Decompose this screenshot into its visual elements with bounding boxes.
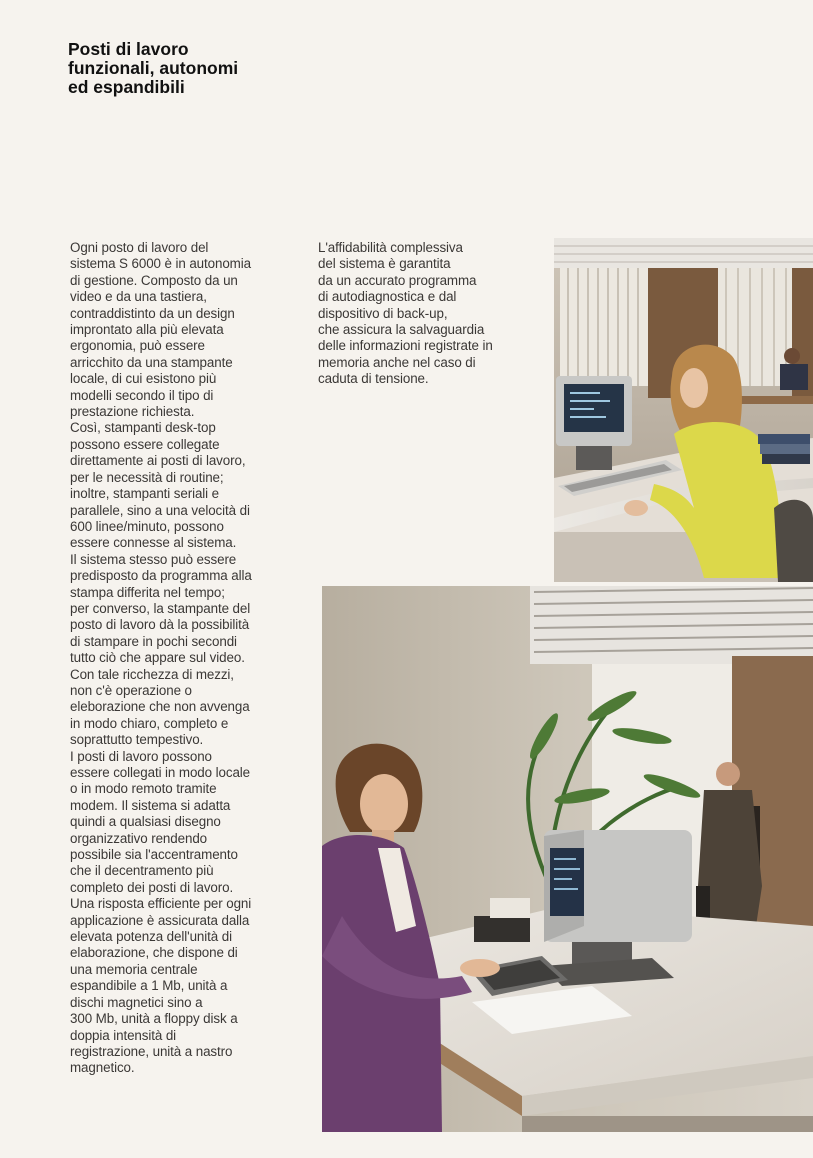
body-text-line: modem. Il sistema si adatta bbox=[70, 797, 231, 813]
body-text-line: possono essere collegate bbox=[70, 436, 220, 452]
body-text-line: video e da una tastiera, bbox=[70, 289, 207, 305]
body-text-line: memoria anche nel caso di bbox=[318, 354, 476, 370]
body-text-line: Una risposta efficiente per ogni bbox=[70, 896, 252, 912]
body-text-line: caduta di tensione. bbox=[318, 371, 429, 387]
body-text-line: elevata potenza dell'unità di bbox=[70, 929, 232, 945]
title-line: ed espandibili bbox=[68, 77, 185, 97]
body-text-line: una memoria centrale bbox=[70, 961, 198, 977]
body-text-line: contraddistinto da un design bbox=[70, 305, 235, 321]
body-text-line: improntato alla più elevata bbox=[70, 322, 224, 338]
body-text-line: stampa differita nel tempo; bbox=[70, 584, 225, 600]
body-text-line: da un accurato programma bbox=[318, 272, 477, 288]
body-text-line: essere connesse al sistema. bbox=[70, 535, 237, 551]
body-text-left bbox=[70, 240, 315, 1077]
body-text-line: per converso, la stampante del bbox=[70, 600, 251, 616]
body-text-line: del sistema è garantita bbox=[318, 256, 451, 272]
body-text-line: I posti di lavoro possono bbox=[70, 748, 212, 764]
body-text-line: che assicura la salvaguardia bbox=[318, 322, 485, 338]
body-text-line: di stampare in pochi secondi bbox=[70, 633, 237, 649]
body-text-line: parallele, sino a una velocità di bbox=[70, 502, 250, 518]
body-text-line: 300 Mb, unità a floppy disk a bbox=[70, 1011, 238, 1027]
title-line: Posti di lavoro bbox=[68, 39, 189, 59]
body-text-line: in modo chiaro, completo e bbox=[70, 715, 229, 731]
body-text-line: registrazione, unità a nastro bbox=[70, 1043, 233, 1059]
title-line: funzionali, autonomi bbox=[68, 58, 239, 78]
body-text-line: modelli secondo il tipo di bbox=[70, 387, 214, 403]
body-text-line: elaborazione, che dispone di bbox=[70, 945, 238, 961]
body-text-line: posto di lavoro dà la possibilità bbox=[70, 617, 250, 633]
body-text-line: tutto ciò che appare sul video. bbox=[70, 650, 245, 666]
body-text-line: 600 linee/minuto, possono bbox=[70, 518, 224, 534]
body-text-line: predisposto da programma alla bbox=[70, 568, 252, 584]
body-text-line: espandibile a 1 Mb, unità a bbox=[70, 978, 228, 994]
body-text-line: doppia intensità di bbox=[70, 1027, 177, 1043]
body-text-line: non c'è operazione o bbox=[70, 682, 192, 698]
body-text-line: eleborazione che non avvenga bbox=[70, 699, 250, 715]
body-text-line: L'affidabilità complessiva bbox=[318, 240, 463, 255]
body-text-line: applicazione è assicurata dalla bbox=[70, 912, 250, 928]
body-text-line: essere collegati in modo locale bbox=[70, 765, 251, 780]
body-text-line: dischi magnetici sino a bbox=[70, 994, 203, 1010]
office-photo-terminal-operator bbox=[554, 238, 813, 582]
body-text-line: inoltre, stampanti seriali e bbox=[70, 486, 220, 502]
body-text-line: ergonomia, può essere bbox=[70, 338, 205, 354]
body-text-line: per le necessità di routine; bbox=[70, 469, 224, 485]
body-text-line: possibile sia l'accentramento bbox=[70, 847, 238, 863]
body-text-line: Con tale ricchezza di mezzi, bbox=[70, 666, 234, 682]
body-text-line: di gestione. Composto da un bbox=[70, 272, 238, 288]
body-text-line: organizzativo rendendo bbox=[70, 830, 208, 846]
body-text-line: direttamente ai posti di lavoro, bbox=[70, 453, 246, 469]
body-text-line: quindi a qualsiasi disegno bbox=[70, 814, 221, 830]
body-text-line: Ogni posto di lavoro del bbox=[70, 240, 209, 255]
body-text-line: arricchito da una stampante bbox=[70, 354, 233, 370]
body-text-line: Così, stampanti desk-top bbox=[70, 420, 216, 436]
body-text-line: che il decentramento più bbox=[70, 863, 214, 879]
body-text-right bbox=[318, 240, 548, 388]
body-text-line: soprattutto tempestivo. bbox=[70, 732, 204, 748]
body-text-line: completo dei posti di lavoro. bbox=[70, 879, 234, 895]
body-text-line: dispositivo di back-up, bbox=[318, 305, 448, 321]
page-title bbox=[68, 40, 308, 97]
body-text-line: Il sistema stesso può essere bbox=[70, 551, 237, 567]
body-text-line: magnetico. bbox=[70, 1060, 135, 1076]
body-text-line: o in modo remoto tramite bbox=[70, 781, 217, 797]
office-photo-reception-terminal bbox=[322, 586, 813, 1132]
body-text-line: locale, di cui esistono più bbox=[70, 371, 217, 387]
body-text-line: di autodiagnostica e dal bbox=[318, 289, 457, 305]
body-text-line: sistema S 6000 è in autonomia bbox=[70, 256, 251, 272]
body-text-line: prestazione richiesta. bbox=[70, 404, 195, 420]
body-text-line: delle informazioni registrate in bbox=[318, 338, 493, 354]
